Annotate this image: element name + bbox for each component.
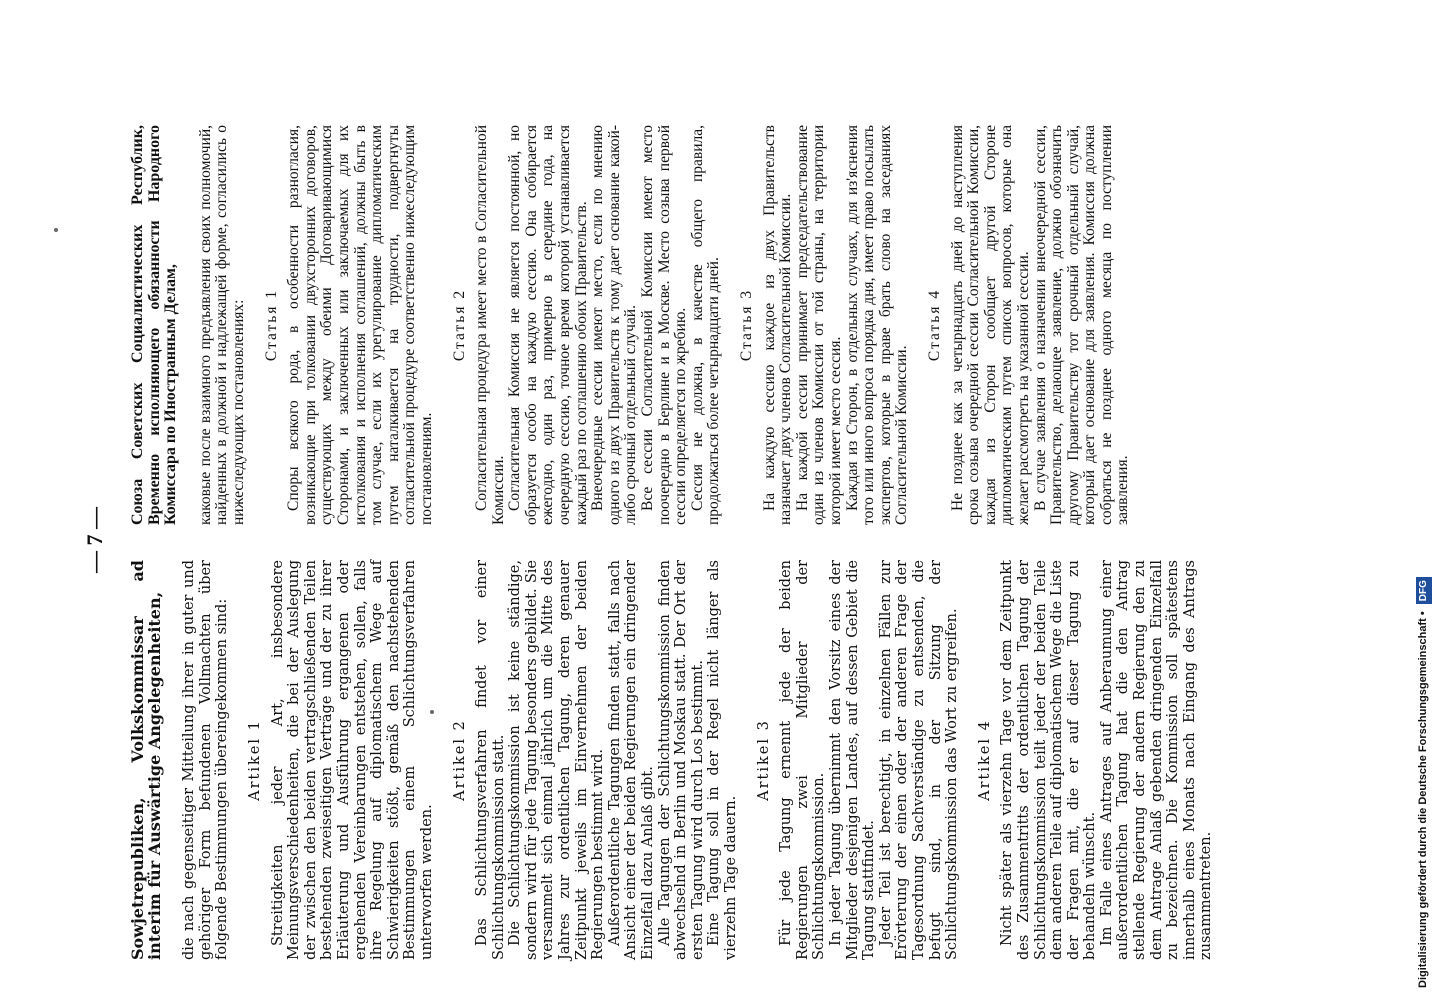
- german-article-2-paragraph: Die Schlichtungskommission ist keine ständige, sondern wird für jede Tagung besonders gebildet. Sie versammelt sich einmal jährlich um die Mitte des Jahres zur ordentlichen Tagung, deren genauer Zeitpunkt jeweils im Einvernehmen der beiden Regierungen bestimmt wird.: [507, 560, 607, 960]
- digitization-credit-text: [1415, 28, 1432, 988]
- russian-article-2-paragraph: Согласительная Комиссия не является постоянной, но образуется особо на каждую сессию. Она собирается ежегодно, один раз, примерно в середине года, на очередную сессию, точное время которой устанавливается каждый раз по соглашению обоих Правительств.: [506, 125, 590, 525]
- german-article-2-heading: Artikel 2: [451, 719, 468, 801]
- russian-article-4-heading: Статья 4: [925, 288, 943, 362]
- russian-article-4-paragraph: В случае заявления о назначении внеочередной сессии, Правительство, делающее заявление, должно обозначить другому Правительству тот срочный отдельный случай, который дает основание для заявления. Комиссия должна собраться не позднее одного месяца по поступлении заявления.: [1031, 125, 1132, 525]
- german-article-4-paragraph: Nicht später als vierzehn Tage vor dem Zeitpunkt des Zusammentritts der ordentlichen Tagung der Schlichtungskommission teilt jeder der beiden Teile dem anderen Teile auf diplomatischem Wege die Liste der Fragen mit, die er auf dieser Tagung zu behandeln wünscht.: [999, 560, 1099, 960]
- russian-article-2-heading: Статья 2: [450, 288, 468, 362]
- russian-article-3-paragraph: На каждой сессии принимает председательствование один из членов Комиссии от той страны, на территории которой имеет место сессия.: [793, 125, 844, 525]
- german-article-2-paragraph: Das Schlichtungsverfahren findet vor einer Schlichtungskommission statt.: [474, 560, 507, 960]
- russian-article-4-paragraph: Не позднее как за четырнадцать дней до наступления срока созыва очередной сессии Согласительной Комиссии, каждая из Сторон сообщает другой Стороне дипломатическим путем список вопросов, которые она желает рассмотреть на указанной сессии.: [948, 125, 1032, 525]
- rotated-page-content: [80, 120, 1300, 960]
- dfg-logo: DFG: [1416, 577, 1432, 604]
- russian-intro: Союза Советских Социалистических Республик, Временно исполняющего обязанности Народного Комиссара по Иностранным Делам,: [129, 125, 180, 525]
- russian-article-2-paragraph: Все сессии Согласительной Комиссии имеют место поочередно в Берлине и в Москве. Место созыва первой сессии определяется по жребию.: [639, 125, 690, 525]
- russian-article-3-paragraph: На каждую сессию каждое из двух Правительств назначает двух членов Согласительной Комиссии.: [760, 125, 795, 525]
- german-column: [130, 560, 1215, 960]
- german-article-3-paragraph: In jeder Tagung übernimmt den Vorsitz eines der Mitglieder desjenigen Landes, auf dessen Gebiet die Tagung stattfindet.: [827, 560, 878, 960]
- page-number: — 7 —: [82, 507, 107, 573]
- german-article-4-paragraph: Im Falle eines Antrages auf Anberaumung einer außerordentlichen Tagung hat die den Antrag stellende Regierung der andern Regierung den zu dem Antrage Anlaß gebenden dringenden Einzelfall zu bezeichnen. Die Kommission soll spätestens innerhalb eines Monats nach Eingang des Antrags zusammentreten.: [1098, 560, 1215, 960]
- german-article-3-heading: Artikel 3: [755, 719, 772, 801]
- russian-article-2-paragraph: Сессия не должна, в качестве общего правила, продолжаться более четырнадцати дней.: [688, 125, 723, 525]
- russian-article-2-paragraph: Согласительная процедура имеет место в Согласительной Комиссии.: [473, 125, 507, 525]
- scan-speck: [54, 228, 58, 232]
- german-article-2-paragraph: Alle Tagungen der Schlichtungskommission finden abwechselnd in Berlin und Moskau statt. Der Ort der ersten Tagung wird durch Los bestimmt.: [656, 560, 706, 960]
- german-article-1-heading: Artikel 1: [246, 719, 263, 801]
- russian-article-1-paragraph: Споры всякого рода, в особенности разногласия, возникающие при толковании двухсторонних договоров, существующих между обеими Договаривающимися Сторонами, и заключенных или заключаемых для их истолкования и исполнения соглашений, должны быть в том случае, если их урегулирование дипломатическим путем наталкивается на трудности, подвергнуты согласительной процедуре соответственно нижеследующим постановлениям.: [285, 125, 435, 525]
- russian-article-3-paragraph: Каждая из Сторон, в отдельных случаях, для из'яснения того или иного вопроса порядка дня, имеет право посылать экспертов, которые в праве брать слово на заседаниях Согласительной Комиссии.: [843, 125, 911, 525]
- german-article-2-paragraph: Eine Tagung soll in der Regel nicht länger als vierzehn Tage dauern.: [706, 560, 739, 960]
- german-intro: Sowjetrepubliken, Volkskommissar ad interim für Auswärtige Angelegenheiten,: [128, 560, 164, 960]
- credit-label: Digitalisierung gefördert durch die Deutsche Forschungsgemeinschaft •: [1417, 611, 1429, 988]
- german-article-3-paragraph: Jeder Teil ist berechtigt, in einzelnen Fällen zur Erörterung der einen oder der anderen Frage der Tagesordnung Sachverständige zu entsenden, die befugt sind, in der Sitzung der Schlichtungskommission das Wort zu ergreifen.: [877, 560, 961, 960]
- german-article-3-paragraph: Für jede Tagung ernennt jede der beiden Regierungen zwei Mitglieder der Schlichtungskommission.: [778, 560, 828, 960]
- russian-article-3-heading: Статья 3: [738, 288, 755, 362]
- scan-speck: [430, 710, 434, 714]
- russian-opening: каковые после взаимного предъявления своих полномочий, найденных в должной и надлежащей форме, согласились о нижеследующих постановлениях:: [196, 125, 247, 525]
- german-article-2-paragraph: Außerordentliche Tagungen finden statt, falls nach Ansicht einer der beiden Regierungen ein dringender Einzelfall dazu Anlaß gibt.: [606, 560, 657, 960]
- german-article-4-heading: Artikel 4: [976, 719, 993, 801]
- digitization-credit: [1412, 8, 1434, 992]
- german-article-1-paragraph: Streitigkeiten jeder Art, insbesondere Meinungsverschiedenheiten, die bei der Auslegung der zwischen den beiden vertragschließenden Teilen bestehenden zweiseitigen Verträge und der zu ihrer Erläuterung und Ausführung ergangenen oder ergehenden Vereinbarungen entstehen, sollen, falls ihre Regelung auf diplomatischem Wege auf Schwierigkeiten stößt, gemäß den nachstehenden Bestimmungen einem Schlichtungsverfahren unterworfen werden.: [269, 560, 435, 960]
- russian-article-1-heading: Статья 1: [262, 288, 280, 362]
- german-opening: die nach gegenseitiger Mitteilung ihrer in guter und gehöriger Form befundenen Vollmachten über folgende Bestimmungen übereingekommen sind:: [181, 560, 231, 960]
- russian-column: [130, 125, 1132, 525]
- russian-article-2-paragraph: Внеочередные сессии имеют место, если по мнению одного из двух Правительств к тому дает основание какой-либо срочный отдельный случай.: [589, 125, 640, 525]
